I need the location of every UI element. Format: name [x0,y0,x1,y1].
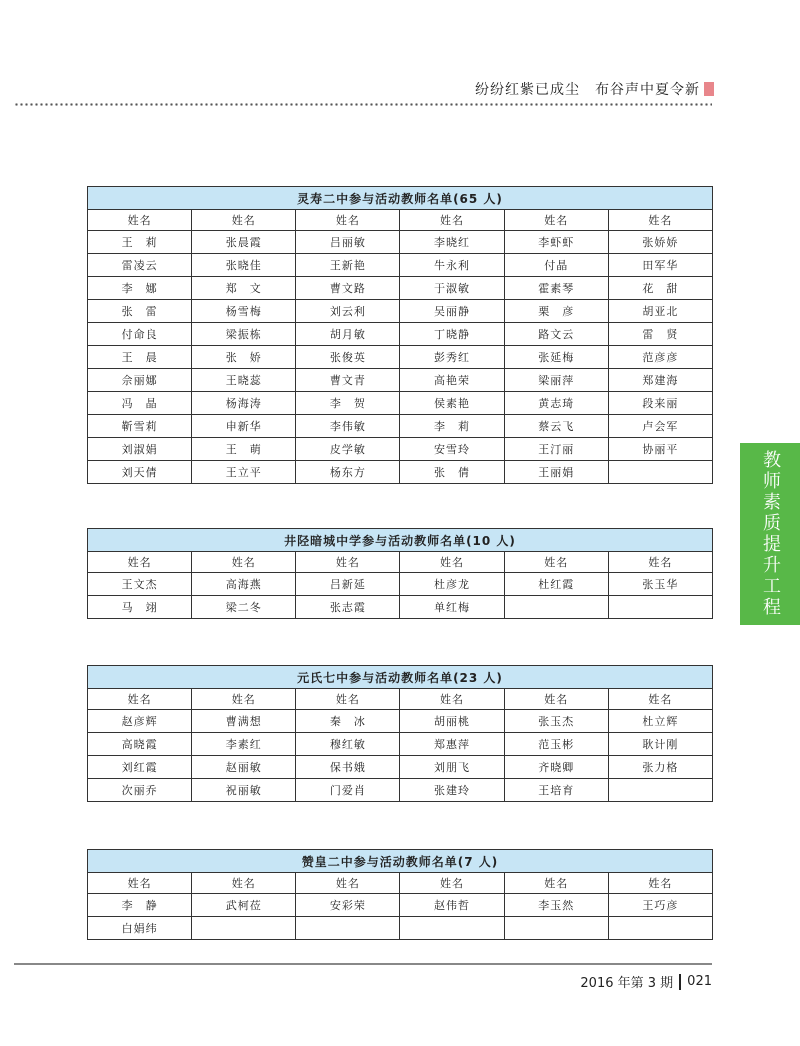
name-cell: 保书娥 [296,756,400,779]
name-cell: 单红梅 [400,596,504,619]
name-cell: 李伟敏 [296,415,400,438]
name-cell [504,917,608,940]
side-tab-label: 教师素质提升工程 [760,450,781,618]
name-cell: 张晓佳 [192,254,296,277]
name-cell: 李玉然 [504,894,608,917]
column-header: 姓名 [192,689,296,710]
footer [580,972,712,991]
table-row [88,596,713,619]
footer-rule [14,963,712,965]
name-cell: 杨雪梅 [192,300,296,323]
name-cell: 霍素琴 [504,277,608,300]
column-header: 姓名 [504,873,608,894]
footer-separator [679,974,681,990]
header-dotted-rule [14,103,712,106]
name-cell: 秦 冰 [296,710,400,733]
table-row [88,369,713,392]
name-cell: 赵彦辉 [88,710,192,733]
name-cell: 齐晓卿 [504,756,608,779]
column-header: 姓名 [296,689,400,710]
roster-table [87,849,713,940]
name-cell [608,461,712,484]
name-cell: 张俊英 [296,346,400,369]
name-cell: 祝丽敏 [192,779,296,802]
name-cell: 武柯莅 [192,894,296,917]
name-cell: 张 娇 [192,346,296,369]
name-cell: 卢会军 [608,415,712,438]
table-row [88,415,713,438]
name-cell [608,596,712,619]
name-cell: 付命良 [88,323,192,346]
name-cell: 郑惠萍 [400,733,504,756]
name-cell: 李素红 [192,733,296,756]
name-cell: 张志霞 [296,596,400,619]
name-cell [504,596,608,619]
name-cell: 高艳荣 [400,369,504,392]
name-cell: 彭秀红 [400,346,504,369]
name-cell: 张玉华 [608,573,712,596]
name-cell: 雷凌云 [88,254,192,277]
name-cell: 梁振栋 [192,323,296,346]
name-cell: 范玉彬 [504,733,608,756]
name-cell: 王丽娟 [504,461,608,484]
name-cell: 李 静 [88,894,192,917]
name-cell: 蔡云飞 [504,415,608,438]
name-cell: 付晶 [504,254,608,277]
name-cell: 曹文青 [296,369,400,392]
name-cell: 丁晓静 [400,323,504,346]
name-cell: 王 莉 [88,231,192,254]
name-cell: 马 翊 [88,596,192,619]
name-cell: 杨海涛 [192,392,296,415]
name-cell [608,779,712,802]
name-cell: 安彩荣 [296,894,400,917]
table-row [88,346,713,369]
name-cell: 次丽乔 [88,779,192,802]
table-row [88,277,713,300]
name-cell: 穆红敏 [296,733,400,756]
name-cell: 雷 贤 [608,323,712,346]
name-cell: 王晓蕊 [192,369,296,392]
column-header: 姓名 [88,873,192,894]
name-cell: 黄志琦 [504,392,608,415]
name-cell: 王汀丽 [504,438,608,461]
name-cell: 曹满想 [192,710,296,733]
name-cell: 王 萌 [192,438,296,461]
name-cell: 王 晨 [88,346,192,369]
name-cell: 张晨霞 [192,231,296,254]
table-title: 灵寿二中参与活动教师名单(65 人) [88,187,713,210]
table-row [88,917,713,940]
name-cell: 杨东方 [296,461,400,484]
name-cell: 王巧彦 [608,894,712,917]
name-cell: 李 莉 [400,415,504,438]
name-cell: 胡丽桃 [400,710,504,733]
name-cell: 赵丽敏 [192,756,296,779]
name-cell: 曹文路 [296,277,400,300]
name-cell: 刘朋飞 [400,756,504,779]
name-cell: 于淑敏 [400,277,504,300]
column-header: 姓名 [192,552,296,573]
name-cell: 刘淑娟 [88,438,192,461]
name-cell: 张娇娇 [608,231,712,254]
name-cell [192,917,296,940]
header-square-decoration [704,82,714,96]
name-cell: 刘云利 [296,300,400,323]
table-title: 井陉暗城中学参与活动教师名单(10 人) [88,529,713,552]
name-cell: 申新华 [192,415,296,438]
name-cell: 张延梅 [504,346,608,369]
table-title: 赞皇二中参与活动教师名单(7 人) [88,850,713,873]
name-cell: 白娟纬 [88,917,192,940]
column-header: 姓名 [88,689,192,710]
column-header: 姓名 [192,873,296,894]
column-header: 姓名 [608,552,712,573]
name-cell: 刘红霞 [88,756,192,779]
table-row [88,733,713,756]
name-cell: 皮学敏 [296,438,400,461]
table-row [88,438,713,461]
name-cell: 梁二冬 [192,596,296,619]
name-cell: 花 甜 [608,277,712,300]
name-cell: 李 贺 [296,392,400,415]
table-row [88,254,713,277]
name-cell: 刘天倩 [88,461,192,484]
name-cell: 张力格 [608,756,712,779]
column-header: 姓名 [504,210,608,231]
section-side-tab [740,443,800,625]
name-cell: 栗 彦 [504,300,608,323]
column-header: 姓名 [296,210,400,231]
table-row [88,461,713,484]
name-cell: 门爱肖 [296,779,400,802]
table-row [88,300,713,323]
page-number: 021 [687,974,712,989]
name-cell: 郑建海 [608,369,712,392]
name-cell: 靳雪莉 [88,415,192,438]
column-header: 姓名 [608,210,712,231]
column-header: 姓名 [192,210,296,231]
name-cell: 王培育 [504,779,608,802]
column-header: 姓名 [88,210,192,231]
name-cell: 杜红霞 [504,573,608,596]
column-header: 姓名 [608,689,712,710]
column-header: 姓名 [296,873,400,894]
column-header: 姓名 [400,873,504,894]
column-header: 姓名 [504,689,608,710]
name-cell [400,917,504,940]
name-cell: 侯素艳 [400,392,504,415]
name-cell: 吕丽敏 [296,231,400,254]
column-header: 姓名 [504,552,608,573]
name-cell: 高海燕 [192,573,296,596]
name-cell: 张 雷 [88,300,192,323]
column-header: 姓名 [88,552,192,573]
table-row [88,710,713,733]
name-cell: 冯 晶 [88,392,192,415]
name-cell: 胡亚北 [608,300,712,323]
name-cell: 赵伟哲 [400,894,504,917]
table-row [88,779,713,802]
name-cell: 田军华 [608,254,712,277]
roster-table [87,528,713,619]
name-cell: 佘丽娜 [88,369,192,392]
name-cell: 耿计刚 [608,733,712,756]
name-cell [608,917,712,940]
name-cell: 郑 文 [192,277,296,300]
table-row [88,392,713,415]
column-header: 姓名 [608,873,712,894]
table-title: 元氏七中参与活动教师名单(23 人) [88,666,713,689]
name-cell: 安雪玲 [400,438,504,461]
issue-label: 2016 年第 3 期 [580,976,674,991]
table-row [88,231,713,254]
table-row [88,323,713,346]
table-row [88,894,713,917]
name-cell: 路文云 [504,323,608,346]
name-cell: 王新艳 [296,254,400,277]
name-cell: 协丽平 [608,438,712,461]
roster-table [87,665,713,802]
name-cell: 王文杰 [88,573,192,596]
name-cell: 张 倩 [400,461,504,484]
name-cell: 李虾虾 [504,231,608,254]
name-cell: 高晓霞 [88,733,192,756]
name-cell: 张玉杰 [504,710,608,733]
name-cell: 李 娜 [88,277,192,300]
name-cell: 李晓红 [400,231,504,254]
name-cell: 杜立辉 [608,710,712,733]
name-cell: 牛永利 [400,254,504,277]
column-header: 姓名 [400,210,504,231]
column-header: 姓名 [296,552,400,573]
name-cell: 段来丽 [608,392,712,415]
name-cell: 吴丽静 [400,300,504,323]
name-cell: 梁丽萍 [504,369,608,392]
column-header: 姓名 [400,552,504,573]
name-cell: 杜彦龙 [400,573,504,596]
table-row [88,756,713,779]
header-slogan: 纷纷红紫已成尘 布谷声中夏令新 [475,82,700,98]
roster-table [87,186,713,484]
column-header: 姓名 [400,689,504,710]
name-cell: 范彦彦 [608,346,712,369]
name-cell: 张建玲 [400,779,504,802]
table-row [88,573,713,596]
name-cell: 吕新延 [296,573,400,596]
name-cell: 王立平 [192,461,296,484]
name-cell [296,917,400,940]
name-cell: 胡月敏 [296,323,400,346]
